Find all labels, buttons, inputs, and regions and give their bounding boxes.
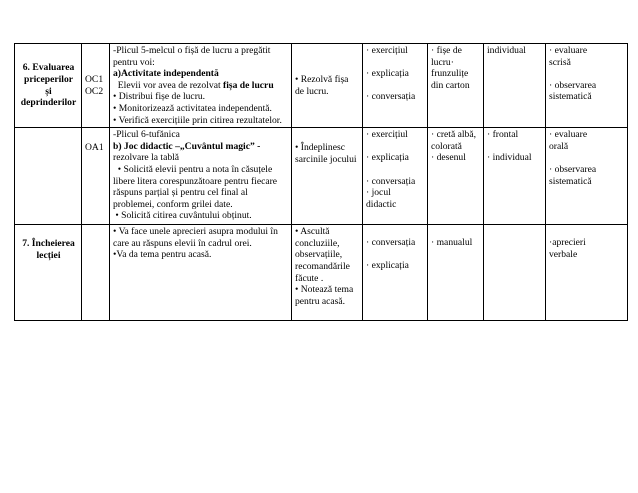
method-item: · explicația bbox=[366, 260, 409, 272]
evaluation-item: orală bbox=[549, 140, 569, 152]
activity-line: concluziile, bbox=[295, 237, 340, 249]
stage-line: lecției bbox=[36, 249, 61, 261]
activity-line: sarcinile jocului bbox=[295, 153, 357, 165]
content-heading: b) Joc didactic –„Cuvântul magic” - bbox=[113, 140, 261, 152]
activity-line: recomandările bbox=[295, 260, 350, 272]
method-item: · exercițiul bbox=[366, 129, 408, 141]
material-item: din carton bbox=[431, 79, 470, 91]
content-line: problemei, conform grilei date. bbox=[113, 198, 233, 210]
method-item: · explicația bbox=[366, 152, 409, 164]
material-item: · manualul bbox=[431, 237, 473, 249]
activity-line: • Ascultă bbox=[295, 226, 330, 238]
objective-code: OC1 bbox=[85, 73, 104, 85]
content-cell bbox=[110, 225, 292, 321]
objective-code: OC2 bbox=[85, 85, 104, 97]
content-line bbox=[113, 80, 289, 92]
content-cell bbox=[110, 128, 292, 225]
materials-cell bbox=[428, 128, 484, 225]
stage-line: priceperilor bbox=[23, 73, 73, 85]
content-line: • Solicită elevii pentru a nota în căsuțele bbox=[113, 163, 273, 175]
method-item: · jocul bbox=[366, 187, 391, 199]
activity-line: • Notează tema bbox=[295, 284, 354, 296]
materials-cell bbox=[428, 44, 484, 128]
content-line: răspuns parțial și pentru cel final al bbox=[113, 187, 248, 199]
evaluation-item: · observarea bbox=[549, 163, 597, 175]
methods-cell bbox=[363, 225, 428, 321]
stage-line: și bbox=[45, 85, 52, 97]
material-item: colorată bbox=[431, 140, 462, 152]
evaluation-item: sistematică bbox=[549, 175, 592, 187]
material-item: frunzulițe bbox=[431, 68, 469, 80]
objective-code: OA1 bbox=[85, 142, 104, 154]
student-activity-cell bbox=[292, 225, 363, 321]
content-line: rezolvare la tablă bbox=[113, 152, 180, 164]
objectives-cell bbox=[82, 44, 110, 128]
materials-cell bbox=[428, 225, 484, 321]
table-row bbox=[15, 44, 628, 128]
content-line: • Verifică exercițiile prin citirea rezultatelor. bbox=[113, 114, 282, 126]
material-item: lucru· bbox=[431, 56, 454, 68]
evaluation-cell bbox=[546, 225, 628, 321]
content-heading: a)Activitate independentă bbox=[113, 68, 219, 80]
organization-cell bbox=[484, 44, 546, 128]
content-emphasis: fișa de lucru bbox=[223, 79, 274, 91]
method-item: · conversația bbox=[366, 91, 416, 103]
content-line: libere litera corespunzătoare pentru fiecare bbox=[113, 175, 278, 187]
organization-item: · frontal bbox=[487, 129, 519, 141]
evaluation-item: · evaluare bbox=[549, 45, 588, 56]
evaluation-item: · observarea bbox=[549, 79, 597, 91]
content-cell bbox=[110, 44, 292, 128]
content-line: care au răspuns elevii în cadrul orei. bbox=[113, 237, 252, 249]
material-item: · cretă albă, bbox=[431, 129, 477, 141]
table-row bbox=[15, 128, 628, 225]
method-item: · conversația bbox=[366, 237, 416, 249]
evaluation-item: sistematică bbox=[549, 91, 592, 103]
lesson-plan-table bbox=[14, 43, 628, 321]
methods-cell bbox=[363, 44, 428, 128]
content-line: •Va da tema pentru acasă. bbox=[113, 249, 212, 261]
content-line: -Plicul 6-tufănica bbox=[113, 129, 180, 141]
content-line: • Solicită citirea cuvântului obținut. bbox=[113, 210, 252, 222]
content-line: • Distribui fișe de lucru. bbox=[113, 91, 206, 103]
stage-line: 7. Încheierea bbox=[22, 238, 75, 250]
method-item: · conversația bbox=[366, 175, 416, 187]
material-item: · desenul bbox=[431, 152, 466, 164]
organization-item: individual bbox=[487, 45, 526, 56]
stage-line: 6. Evaluarea bbox=[22, 62, 75, 74]
content-line: • Va face unele aprecieri asupra modului în bbox=[113, 226, 278, 238]
method-item: · exercițiul bbox=[366, 45, 408, 56]
content-line: • Monitorizează activitatea independentă. bbox=[113, 102, 272, 114]
content-text: Elevii vor avea de rezolvat bbox=[113, 79, 224, 91]
activity-line: observațiile, bbox=[295, 249, 343, 261]
evaluation-item: verbale bbox=[549, 248, 578, 260]
activity-line: făcute . bbox=[295, 272, 324, 284]
methods-cell bbox=[363, 128, 428, 225]
stage-cell bbox=[15, 128, 82, 225]
evaluation-item: · evaluare bbox=[549, 129, 588, 141]
evaluation-item: ·aprecieri bbox=[549, 237, 586, 249]
stage-cell bbox=[15, 225, 82, 321]
objectives-cell bbox=[82, 225, 110, 321]
organization-cell bbox=[484, 225, 546, 321]
activity-line: • Rezolvă fișa bbox=[295, 73, 349, 85]
material-item: · fișe de bbox=[431, 45, 462, 56]
organization-cell bbox=[484, 128, 546, 225]
method-item: · explicația bbox=[366, 68, 409, 80]
evaluation-item: scrisă bbox=[549, 56, 571, 68]
table-row bbox=[15, 225, 628, 321]
method-item: didactic bbox=[366, 198, 397, 210]
content-line: pentru voi: bbox=[113, 56, 155, 68]
evaluation-cell bbox=[546, 128, 628, 225]
evaluation-cell bbox=[546, 44, 628, 128]
stage-cell bbox=[15, 44, 82, 128]
activity-line: • Îndeplinesc bbox=[295, 142, 345, 154]
organization-item: · individual bbox=[487, 152, 532, 164]
stage-line: deprinderilor bbox=[20, 97, 77, 109]
content-line: -Plicul 5-melcul o fișă de lucru a pregătit bbox=[113, 45, 271, 56]
activity-line: de lucru. bbox=[295, 85, 329, 97]
objectives-cell bbox=[82, 128, 110, 225]
student-activity-cell bbox=[292, 128, 363, 225]
activity-line: pentru acasă. bbox=[295, 295, 346, 307]
student-activity-cell bbox=[292, 44, 363, 128]
